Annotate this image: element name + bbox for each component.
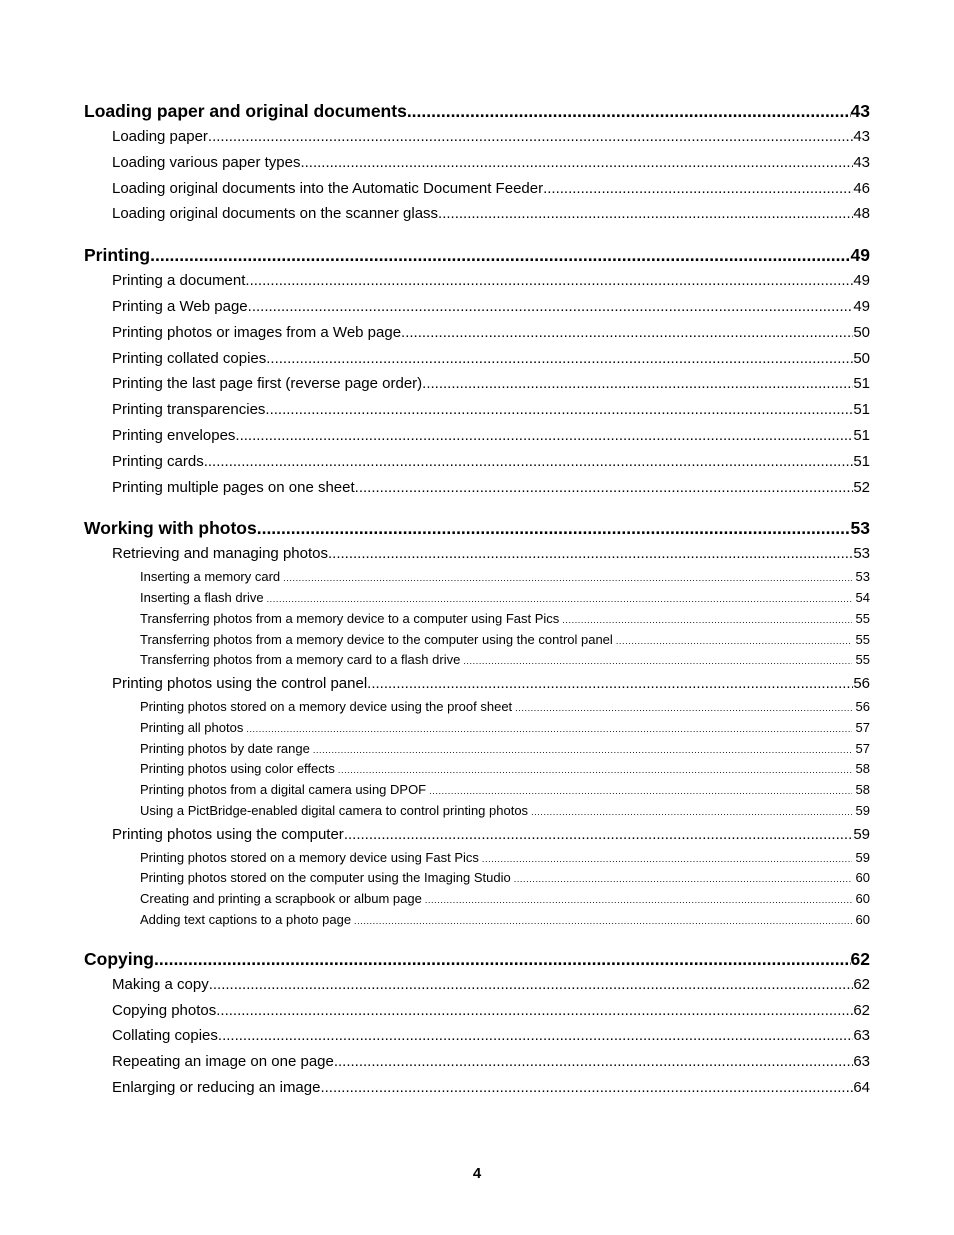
dot-leader <box>407 98 851 124</box>
entry-page-number: 52 <box>853 478 870 496</box>
entry-title: Printing photos using the control panel <box>112 675 368 693</box>
toc-section-entry[interactable] <box>84 294 870 320</box>
entry-title: Repeating an image on one page <box>112 1053 334 1071</box>
entry-page-number: 62 <box>853 1001 870 1019</box>
entry-page-number: 53 <box>850 518 870 539</box>
entry-page-number: 57 <box>855 740 870 756</box>
entry-page-number: 49 <box>850 245 870 266</box>
toc-section-entry[interactable] <box>84 449 870 475</box>
dot-leader <box>300 150 853 176</box>
entry-page-number: 55 <box>855 631 870 647</box>
toc-subsection-entry[interactable] <box>84 801 870 822</box>
entry-page-number: 53 <box>853 545 870 563</box>
dot-leader <box>313 740 852 760</box>
dot-leader <box>334 1049 853 1075</box>
toc-section-entry[interactable] <box>84 1075 870 1101</box>
entry-page-number: 51 <box>853 426 870 444</box>
entry-title: Copying <box>84 948 154 969</box>
entry-page-number: 50 <box>853 323 870 341</box>
dot-leader <box>429 781 851 801</box>
dot-leader <box>438 201 853 227</box>
entry-page-number: 64 <box>853 1078 870 1096</box>
entry-page-number: 63 <box>853 1053 870 1071</box>
entry-title: Copying photos <box>112 1001 217 1019</box>
toc-subsection-entry[interactable] <box>84 759 870 780</box>
dot-leader <box>208 124 853 150</box>
entry-title: Collating copies <box>112 1027 218 1045</box>
entry-page-number: 58 <box>855 761 870 777</box>
dot-leader <box>355 475 854 501</box>
entry-page-number: 59 <box>855 849 870 865</box>
entry-title: Printing all photos <box>140 719 244 735</box>
toc-section-entry[interactable] <box>84 423 870 449</box>
dot-leader <box>338 760 852 780</box>
entry-page-number: 60 <box>855 891 870 907</box>
toc-chapter-entry[interactable] <box>84 515 870 541</box>
dot-leader <box>367 671 853 697</box>
entry-page-number: 53 <box>855 569 870 585</box>
dot-leader <box>218 1023 853 1049</box>
entry-page-number: 63 <box>853 1027 870 1045</box>
toc-section-entry[interactable] <box>84 371 870 397</box>
entry-title: Loading original documents into the Automatic Document Feeder <box>112 179 544 197</box>
entry-page-number: 62 <box>853 975 870 993</box>
toc-section-entry[interactable] <box>84 972 870 998</box>
toc-subsection-entry[interactable] <box>84 567 870 588</box>
dot-leader <box>515 698 851 718</box>
entry-title: Inserting a flash drive <box>140 589 264 605</box>
dot-leader <box>245 268 853 294</box>
toc-subsection-entry[interactable] <box>84 588 870 609</box>
entry-title: Transferring photos from a memory device to the computer using the control panel <box>140 631 613 647</box>
dot-leader <box>154 946 851 972</box>
dot-leader <box>266 346 853 372</box>
dot-leader <box>463 651 851 671</box>
entry-title: Printing transparencies <box>112 401 266 419</box>
entry-page-number: 43 <box>850 101 870 121</box>
toc-section-entry[interactable] <box>84 124 870 150</box>
toc-section-entry[interactable] <box>84 268 870 294</box>
entry-title: Printing photos or images from a Web page <box>112 323 402 341</box>
entry-title: Inserting a memory card <box>140 569 281 585</box>
entry-title: Printing multiple pages on one sheet <box>112 478 355 496</box>
entry-page-number: 49 <box>853 272 870 290</box>
dot-leader <box>204 449 854 475</box>
dot-leader <box>150 242 850 268</box>
toc-section-entry[interactable] <box>84 150 870 176</box>
toc-chapter-entry[interactable] <box>84 98 870 124</box>
entry-title: Printing a Web page <box>112 297 248 315</box>
toc-subsection-entry[interactable] <box>84 868 870 889</box>
entry-title: Printing <box>84 245 151 266</box>
entry-page-number: 49 <box>853 297 870 315</box>
toc-section-entry[interactable] <box>84 475 870 501</box>
entry-page-number: 54 <box>855 589 870 605</box>
dot-leader <box>543 176 853 202</box>
entry-page-number: 60 <box>855 870 870 886</box>
entry-page-number: 55 <box>855 610 870 626</box>
entry-title: Creating and printing a scrapbook or album page <box>140 891 422 907</box>
entry-title: Transferring photos from a memory device to a computer using Fast Pics <box>140 610 560 626</box>
entry-title: Printing photos stored on the computer using the Imaging Studio <box>140 870 511 886</box>
entry-title: Loading paper <box>112 128 208 145</box>
entry-page-number: 46 <box>853 179 870 197</box>
toc-subsection-entry[interactable] <box>84 780 870 801</box>
toc-section-entry[interactable] <box>84 201 870 227</box>
entry-page-number: 43 <box>853 128 870 145</box>
toc-section-entry[interactable] <box>84 671 870 697</box>
entry-title: Printing envelopes <box>112 426 236 444</box>
toc-section-entry[interactable] <box>84 1049 870 1075</box>
table-of-contents <box>84 98 870 1101</box>
toc-subsection-entry[interactable] <box>84 910 870 931</box>
toc-subsection-entry[interactable] <box>84 739 870 760</box>
dot-leader <box>267 589 852 609</box>
dot-leader <box>209 972 854 998</box>
entry-title: Printing photos stored on a memory device using Fast Pics <box>140 849 479 865</box>
entry-title: Enlarging or reducing an image <box>112 1078 321 1096</box>
toc-subsection-entry[interactable] <box>84 889 870 910</box>
entry-title: Adding text captions to a photo page <box>140 911 352 927</box>
toc-subsection-entry[interactable] <box>84 630 870 651</box>
entry-title: Printing photos using the computer <box>112 825 344 843</box>
dot-leader <box>257 515 851 541</box>
entry-title: Printing photos stored on a memory device using the proof sheet <box>140 698 513 714</box>
entry-title: Printing a document <box>112 272 246 290</box>
entry-title: Using a PictBridge-enabled digital camera to control printing photos <box>140 802 529 818</box>
dot-leader <box>265 397 853 423</box>
entry-title: Retrieving and managing photos <box>112 545 328 563</box>
entry-title: Making a copy <box>112 975 209 993</box>
dot-leader <box>514 869 852 889</box>
toc-subsection-entry[interactable] <box>84 697 870 718</box>
entry-page-number: 59 <box>853 825 870 843</box>
entry-page-number: 43 <box>853 153 870 171</box>
dot-leader <box>354 911 851 931</box>
dot-leader <box>482 849 852 869</box>
toc-subsection-entry[interactable] <box>84 609 870 630</box>
entry-page-number: 51 <box>853 452 870 470</box>
entry-page-number: 56 <box>853 675 870 693</box>
entry-page-number: 48 <box>853 205 870 223</box>
toc-section-entry[interactable] <box>84 346 870 372</box>
dot-leader <box>344 822 854 848</box>
dot-leader <box>401 320 853 346</box>
toc-section-entry[interactable] <box>84 320 870 346</box>
toc-chapter-entry[interactable] <box>84 242 870 268</box>
entry-title: Printing the last page first (reverse page order) <box>112 375 423 393</box>
entry-page-number: 57 <box>855 719 870 735</box>
entry-page-number: 60 <box>855 911 870 927</box>
entry-page-number: 62 <box>850 948 870 969</box>
entry-title: Working with photos <box>84 518 257 539</box>
dot-leader <box>616 631 852 651</box>
entry-title: Printing cards <box>112 452 204 470</box>
dot-leader <box>216 998 853 1024</box>
dot-leader <box>320 1075 853 1101</box>
entry-page-number: 51 <box>853 401 870 419</box>
dot-leader <box>425 890 852 910</box>
entry-page-number: 55 <box>855 652 870 668</box>
toc-section-entry[interactable] <box>84 176 870 202</box>
dot-leader <box>531 802 851 822</box>
entry-title: Printing photos using color effects <box>140 761 335 777</box>
dot-leader <box>248 294 854 320</box>
dot-leader <box>562 610 851 630</box>
toc-section-entry[interactable] <box>84 541 870 567</box>
dot-leader <box>328 541 853 567</box>
page-number: 4 <box>472 1165 482 1182</box>
entry-page-number: 50 <box>853 349 870 367</box>
entry-title: Loading original documents on the scanner glass <box>112 205 439 223</box>
toc-subsection-entry[interactable] <box>84 650 870 671</box>
dot-leader <box>283 568 851 588</box>
entry-title: Printing photos by date range <box>140 740 310 756</box>
entry-title: Loading various paper types <box>112 153 301 171</box>
toc-subsection-entry[interactable] <box>84 718 870 739</box>
toc-chapter-entry[interactable] <box>84 946 870 972</box>
toc-section-entry[interactable] <box>84 1023 870 1049</box>
toc-section-entry[interactable] <box>84 998 870 1024</box>
dot-leader <box>422 371 853 397</box>
entry-page-number: 58 <box>855 782 870 798</box>
toc-subsection-entry[interactable] <box>84 848 870 869</box>
dot-leader <box>246 719 851 739</box>
entry-title: Loading paper and original documents <box>84 101 407 121</box>
entry-page-number: 59 <box>855 802 870 818</box>
entry-page-number: 51 <box>853 375 870 393</box>
entry-page-number: 56 <box>855 698 870 714</box>
toc-section-entry[interactable] <box>84 822 870 848</box>
dot-leader <box>235 423 853 449</box>
entry-title: Printing collated copies <box>112 349 267 367</box>
entry-title: Printing photos from a digital camera using DPOF <box>140 782 427 798</box>
entry-title: Transferring photos from a memory card to a flash drive <box>140 652 461 668</box>
toc-section-entry[interactable] <box>84 397 870 423</box>
